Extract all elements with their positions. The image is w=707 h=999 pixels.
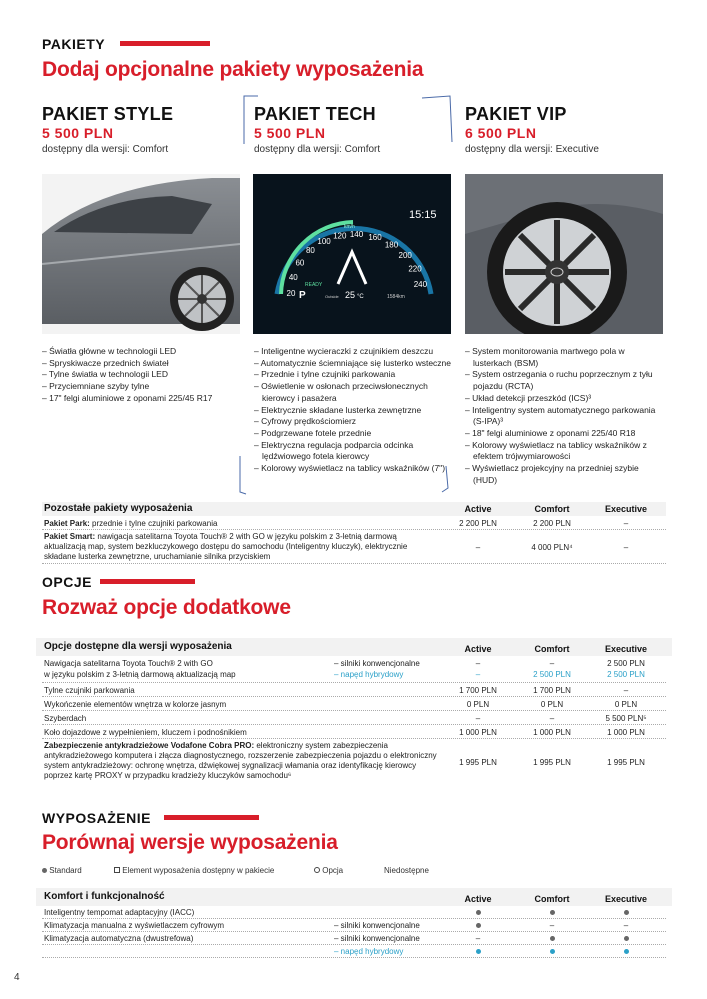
other-packages-table: [42, 502, 666, 564]
dot-icon: [550, 910, 555, 915]
handdrawn-bracket-mark: [232, 452, 462, 498]
column-executive: Executive: [604, 894, 648, 904]
row-label-bold: Pakiet Smart:: [44, 532, 96, 541]
package-title: PAKIET STYLE: [42, 104, 174, 124]
cell-executive: 2 500 PLN: [607, 659, 645, 668]
package-vip: [465, 104, 665, 155]
feature-item: – Inteligentne wycieraczki z czujnikiem deszczu: [254, 346, 434, 356]
standard-dot-icon: [438, 921, 518, 930]
dot-icon: [476, 910, 481, 915]
tech-package-image: [253, 174, 451, 334]
gauge-tick-label: 220: [408, 264, 422, 274]
row-label: Szyberdach: [44, 714, 87, 723]
table-row: [42, 726, 666, 739]
gauge-tick-label: 40: [288, 273, 298, 283]
kicker-underline: [100, 579, 195, 584]
cell-executive: 1 995 PLN: [607, 758, 645, 767]
feature-item: – Kolorowy wyświetlacz na tablicy wskaźników z efektem trójwymiarowości: [465, 439, 647, 462]
cell-active: 2 200 PLN: [459, 519, 497, 528]
row-sublabel-hybrid: – napęd hybrydowy: [334, 670, 404, 679]
comfort-table: [42, 890, 666, 966]
row-sublabel: – silniki konwencjonalne: [334, 934, 420, 943]
cell-executive: 1 000 PLN: [607, 728, 645, 737]
gauge-time: 15:15: [409, 209, 437, 221]
gauge-odo: 1584km: [387, 294, 405, 300]
table-row: [42, 933, 666, 945]
package-availability: dostępny dla wersji: Executive: [465, 144, 599, 155]
package-price: 5 500 PLN: [254, 125, 326, 141]
gauge-tick-label: 120: [333, 231, 347, 241]
pakiety-kicker: PAKIETY: [42, 36, 106, 52]
cell-active: 1 000 PLN: [459, 728, 497, 737]
legend-package: [114, 866, 274, 875]
table-row: [42, 946, 666, 958]
gauge-kmh: km/h: [344, 224, 355, 230]
gauge-gear: P: [299, 290, 306, 301]
column-active: Active: [464, 894, 492, 904]
legend-standard-label: Standard: [49, 866, 82, 875]
feature-item: – Oświetlenie w osłonach przeciwsłonecznych kierowcy i pasażera: [254, 381, 428, 403]
package-availability: dostępny dla wersji: Comfort: [42, 144, 169, 155]
gauge-tick-label: 140: [349, 230, 364, 240]
row-label: [44, 519, 434, 529]
package-title: PAKIET TECH: [254, 104, 376, 124]
cell-active: –: [475, 714, 481, 723]
cell-executive: 2 500 PLN: [607, 670, 645, 679]
dot-icon: [476, 923, 481, 928]
row-label-bold: Zabezpieczenie antykradzieżowe Vodafone Cobra PRO:: [44, 741, 255, 750]
row-label: Tylne czujniki parkowania: [44, 686, 135, 695]
feature-item: – Elektryczna regulacja podparcia odcinka lędźwiowego fotela kierowcy: [254, 439, 414, 462]
row-label-line1: Nawigacja satelitarna Toyota Touch® 2 with GO: [44, 659, 213, 668]
table-header: Pozostałe pakiety wyposażenia: [44, 503, 193, 514]
package-square-icon: [114, 867, 120, 873]
column-comfort: Comfort: [534, 644, 570, 654]
cell-executive: –: [623, 543, 629, 552]
column-comfort: Comfort: [534, 894, 570, 904]
feature-item: – Cyfrowy prędkościomierz: [254, 416, 357, 427]
wyposazenie-kicker: WYPOSAŻENIE: [42, 810, 151, 826]
standard-dot-hybrid-icon: [512, 947, 592, 956]
feature-item: – Światła główne w technologii LED: [42, 346, 177, 356]
feature-item: – System monitorowania martwego pola w lusterkach (BSM): [465, 346, 625, 368]
table-row: [42, 698, 666, 711]
feature-item: – Automatycznie ściemniające się lusterko wsteczne: [254, 357, 452, 368]
kicker-underline: [164, 815, 259, 820]
gauge-ready: READY: [305, 282, 323, 288]
alloy-wheel-image: [465, 174, 663, 334]
vip-feature-list: [465, 346, 665, 486]
row-label-bold: Pakiet Park:: [44, 519, 90, 528]
gauge-tick-label: 160: [368, 233, 382, 243]
table-row: [42, 907, 666, 919]
cell-active: –: [475, 543, 481, 552]
standard-dot-icon: [512, 934, 592, 943]
gauge-tick-label: 240: [413, 279, 428, 289]
cell-comfort: –: [549, 714, 555, 723]
cell-active: –: [475, 670, 481, 679]
cell-value: –: [475, 934, 481, 943]
row-label: Koło dojazdowe z wypełnieniem, kluczem i podnośnikiem: [44, 728, 247, 737]
gauge-tick-label: 180: [384, 240, 399, 250]
legend-standard: [42, 866, 82, 875]
cell-executive: 5 500 PLN⁵: [605, 714, 647, 723]
row-sublabel: – silniki konwencjonalne: [334, 659, 420, 668]
cell-active: –: [475, 659, 481, 668]
style-feature-list: [42, 346, 242, 405]
feature-item: – Inteligentny system automatycznego parkowania (S-IPA)³: [465, 404, 656, 427]
standard-dot-icon: [586, 908, 666, 917]
cell-comfort: 2 500 PLN: [533, 670, 571, 679]
standard-dot-icon: [42, 868, 47, 873]
gauge-tick-label: 80: [305, 246, 315, 256]
table-row: [42, 712, 666, 725]
feature-item: – Spryskiwacze przednich świateł: [42, 357, 169, 368]
gauge-tick-label: 60: [295, 258, 305, 268]
page-number: 4: [14, 972, 20, 983]
gauge-tick-label: 100: [317, 236, 331, 246]
cell-active: 1 700 PLN: [459, 686, 497, 695]
row-label: [44, 532, 432, 562]
cell-comfort: –: [549, 659, 555, 668]
cell-value: –: [549, 921, 555, 930]
column-executive: Executive: [604, 644, 648, 654]
column-active: Active: [464, 504, 492, 514]
table-header: Opcje dostępne dla wersji wyposażenia: [44, 641, 232, 652]
car-side-image: [42, 174, 240, 334]
feature-item: – Przednie i tylne czujniki parkowania: [254, 369, 396, 380]
table-row: [42, 740, 666, 786]
row-label-line2: w języku polskim z 3-letnią darmową aktualizacją map: [44, 670, 236, 679]
column-executive: Executive: [604, 504, 648, 514]
cell-comfort: 1 000 PLN: [533, 728, 571, 737]
cell-executive: 0 PLN: [614, 700, 638, 709]
legend-package-label: Element wyposażenia dostępny w pakiecie: [122, 866, 275, 875]
gauge-tick-label: 200: [398, 251, 412, 261]
row-label: Klimatyzacja automatyczna (dwustrefowa): [44, 934, 194, 943]
cell-active: 0 PLN: [466, 700, 490, 709]
package-price: 5 500 PLN: [42, 125, 114, 141]
feature-item: – Wyświetlacz projekcyjny na przedniej szybie (HUD): [465, 463, 639, 485]
row-label: Inteligentny tempomat adaptacyjny (IACC): [44, 908, 195, 917]
legend-option-label: Opcja: [322, 866, 344, 875]
gauge-tick-label: 20: [286, 289, 296, 298]
cell-comfort: 1 700 PLN: [533, 686, 571, 695]
cell-comfort: 2 200 PLN: [533, 519, 571, 528]
table-row: [42, 684, 666, 697]
row-label-text: nawigacja satelitarna Toyota Touch® 2 with GO w języku polskim z 3-letnią darmową aktualizacją map, system bezkluczykowego dostępu do samochodu (Inteligentny kluczyk), elektrycznie składane lusterka zewnętrzne, uruchamianie silnika przyciskiem: [44, 532, 408, 561]
table-row: [42, 517, 666, 530]
feature-item: – Kolorowy wyświetlacz na tablicy wskaźników (7"): [254, 463, 446, 474]
row-label-text: przednie i tylne czujniki parkowania: [89, 519, 218, 528]
feature-item: – System ostrzegania o ruchu poprzecznym z tyłu pojazdu (RCTA): [465, 369, 653, 392]
dot-icon: [624, 949, 629, 954]
feature-item: – Przyciemniane szyby tylne: [42, 381, 150, 392]
row-label: Wykończenie elementów wnętrza w kolorze jasnym: [44, 700, 227, 709]
wyposazenie-heading: Porównaj wersje wyposażenia: [42, 831, 338, 854]
standard-dot-icon: [512, 908, 592, 917]
feature-item: – Podgrzewane fotele przednie: [254, 427, 372, 438]
package-price: 6 500 PLN: [465, 125, 537, 141]
table-row: [42, 657, 666, 683]
cell-comfort: 0 PLN: [540, 700, 564, 709]
feature-item: – Elektrycznie składane lusterka zewnętrzne: [254, 404, 422, 415]
standard-dot-icon: [438, 908, 518, 917]
gauge-outside-label: Outside: [325, 294, 339, 299]
dot-icon: [624, 936, 629, 941]
row-sublabel: – silniki konwencjonalne: [334, 921, 420, 930]
package-style: [42, 104, 242, 155]
dot-icon: [476, 949, 481, 954]
cell-comfort: 1 995 PLN: [533, 758, 571, 767]
dot-icon: [624, 910, 629, 915]
cell-active: 1 995 PLN: [459, 758, 497, 767]
feature-item: – 18" felgi aluminiowe z oponami 225/40 R18: [465, 427, 636, 438]
cell-comfort: 4 000 PLN⁴: [531, 543, 573, 552]
standard-dot-hybrid-icon: [586, 947, 666, 956]
option-circle-icon: [314, 867, 320, 873]
legend-na: [384, 866, 429, 875]
cell-executive: –: [623, 519, 629, 528]
table-header: Komfort i funkcjonalność: [44, 891, 165, 902]
pakiety-heading: Dodaj opcjonalne pakiety wyposażenia: [42, 58, 424, 81]
standard-dot-icon: [586, 934, 666, 943]
options-table: [42, 640, 666, 800]
opcje-kicker: OPCJE: [42, 574, 92, 590]
dot-icon: [550, 936, 555, 941]
row-sublabel: – napęd hybrydowy: [334, 947, 404, 956]
feature-item: – Układ detekcji przeszkód (ICS)³: [465, 392, 592, 403]
legend-option: [314, 866, 343, 875]
opcje-heading: Rozważ opcje dodatkowe: [42, 596, 291, 619]
package-availability: dostępny dla wersji: Comfort: [254, 144, 381, 155]
feature-item: – Tylne światła w technologii LED: [42, 369, 168, 380]
kicker-underline: [120, 41, 210, 46]
cell-value: –: [623, 921, 629, 930]
column-active: Active: [464, 644, 492, 654]
gauge-temp-unit: °C: [357, 294, 364, 300]
row-label: Klimatyzacja manualna z wyświetlaczem cyfrowym: [44, 921, 225, 930]
cell-executive: –: [623, 686, 629, 695]
style-package-image: [42, 174, 240, 334]
handdrawn-bracket-mark: [236, 92, 466, 152]
dot-icon: [550, 949, 555, 954]
row-label: [44, 741, 438, 781]
gauge-temp: 25: [345, 290, 356, 300]
digital-speedometer-image: [253, 174, 451, 334]
table-row: [42, 920, 666, 932]
standard-dot-hybrid-icon: [438, 947, 518, 956]
row-label-text: elektroniczny system zabezpieczenia antykradzieżowego komputera i złącza diagnostycznego, rozszerzenie zabezpieczenia pojazdu o elektroniczny system antykradzieżowy: ochronę wnętrza, dźwiękowej sygnalizacji włamania oraz identyfikację kierowcy poprzez kartę PROXY w przypadku kradzieży kluczyków samochodu⁶: [44, 741, 437, 780]
package-title: PAKIET VIP: [465, 104, 567, 124]
feature-item: – 17" felgi aluminiowe z oponami 225/45 R17: [42, 392, 213, 403]
vip-package-image: [465, 174, 663, 334]
table-row: [42, 531, 666, 564]
column-comfort: Comfort: [534, 504, 570, 514]
legend-na-label: Niedostępne: [384, 866, 429, 875]
